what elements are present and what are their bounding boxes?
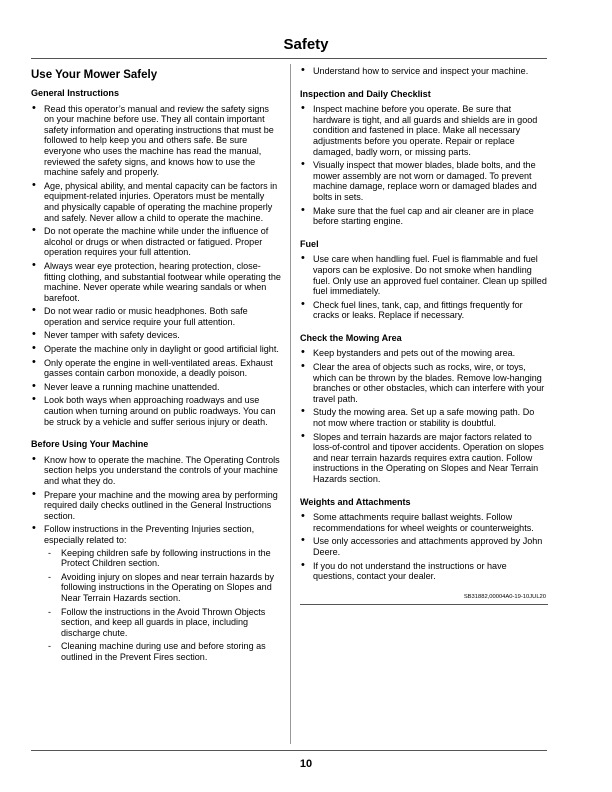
list-item: • Slopes and terrain hazards are major factors related to loss-of-control and tipover accidents. Operation on slopes and near terrain hazards requires extra caution. Follow instructions in the Operating on Slopes and Near Terrain Hazards section.	[300, 432, 548, 485]
before-using-heading: Before Using Your Machine	[31, 439, 149, 450]
mowing-area-list	[300, 348, 548, 484]
sub-list-item: - Avoiding injury on slopes and near terrain hazards by following instructions in the Operating on Slopes and Near Terrain Hazards section.	[44, 572, 281, 604]
list-item: • Do not wear radio or music headphones. Both safe operation and service require your full attention.	[31, 306, 281, 327]
list-item: • Use only accessories and attachments approved by John Deere.	[300, 536, 548, 557]
fuel-heading: Fuel	[300, 238, 319, 249]
list-item: • Some attachments require ballast weights. Follow recommendations for wheel weights or counterweights.	[300, 512, 548, 533]
list-item: • Use care when handling fuel. Fuel is flammable and fuel vapors can be explosive. Do not smoke when handling fuel. Only use an approved fuel container. Clean up spilled fuel immediately.	[300, 254, 548, 296]
list-item: • Do not operate the machine while under the influence of alcohol or drugs or when distracted or fatigued. Proper operation requires your full attention.	[31, 226, 281, 258]
fuel-list	[300, 254, 548, 321]
list-item: • Visually inspect that mower blades, blade bolts, and the mower assembly are not worn or damaged. To prevent machine damage, replace worn or damaged blades and bolts in sets.	[300, 160, 548, 202]
list-item-with-subitems	[31, 524, 281, 662]
sub-list-item: - Keeping children safe by following instructions in the Protect Children section.	[44, 548, 281, 569]
sub-list-item: - Cleaning machine during use and before storing as outlined in the Prevent Fires section.	[44, 641, 281, 662]
column-divider	[290, 64, 291, 744]
list-item: • Know how to operate the machine. The Operating Controls section helps you understand the controls of your machine and what they do.	[31, 455, 281, 487]
sub-list	[44, 548, 281, 663]
list-item: • Prepare your machine and the mowing area by performing required daily checks outlined in the General Instructions section.	[31, 490, 281, 522]
list-item: • Keep bystanders and pets out of the mowing area.	[300, 348, 548, 359]
sub-list-item: - Follow the instructions in the Avoid Thrown Objects section, and keep all guards in place, including discharge chute.	[44, 607, 281, 639]
list-item: • Understand how to service and inspect your machine.	[300, 66, 548, 77]
list-item: • Operate the machine only in daylight or good artificial light.	[31, 344, 281, 355]
list-item: • Never tamper with safety devices.	[31, 330, 281, 341]
list-item: • Inspect machine before you operate. Be sure that hardware is tight, and all guards and shields are in good condition and fastened in place. Make all necessary adjustments before you operate. Repair or replace damaged, badly worn, or missing parts.	[300, 104, 548, 157]
weights-heading: Weights and Attachments	[300, 496, 411, 507]
mowing-area-heading: Check the Mowing Area	[300, 332, 402, 343]
list-item: • Look both ways when approaching roadways and use caution when turning around on public roadways. You can be struck by a vehicle and suffer serious injury or death.	[31, 395, 281, 427]
section-title: Use Your Mower Safely	[31, 69, 158, 81]
list-item: • Clear the area of objects such as rocks, wire, or toys, which can be thrown by the blades. Remove low-hanging branches or other obstacles, which can interfere with your travel path.	[300, 362, 548, 404]
footer-divider	[31, 750, 547, 751]
left-column	[31, 66, 281, 666]
inspection-heading: Inspection and Daily Checklist	[300, 88, 431, 99]
list-item: • If you do not understand the instructions or have questions, contact your dealer.	[300, 561, 548, 582]
document-reference-id: SB31882,00004A0-19-10JUL20	[463, 593, 546, 600]
list-item: • Only operate the engine in well-ventilated areas. Exhaust gasses contain carbon monoxide, a deadly poison.	[31, 358, 281, 379]
header-divider	[31, 58, 547, 59]
list-item: • Study the mowing area. Set up a safe mowing path. Do not mow where traction or stability is doubtful.	[300, 407, 548, 428]
general-instructions-list	[31, 104, 281, 428]
list-item: • Make sure that the fuel cap and air cleaner are in place before starting engine.	[300, 206, 548, 227]
right-column	[300, 66, 548, 605]
list-item: • Read this operator’s manual and review the safety signs on your machine before use. They all contain important safety information and operating instructions that must be followed to help keep you and others safe. Be sure everyone who uses the machine has read the manual, reviewed the safety signs, and knows how to use the machine safely and properly.	[31, 104, 281, 178]
reference-divider	[300, 604, 548, 605]
list-item-text: Follow instructions in the Preventing Injuries section, especially related to:	[44, 524, 255, 545]
list-item: • Check fuel lines, tank, cap, and fittings frequently for cracks or leaks. Replace if necessary.	[300, 300, 548, 321]
page-title: Safety	[283, 36, 329, 53]
before-using-list	[31, 455, 281, 663]
continued-list	[300, 66, 548, 77]
general-instructions-heading: General Instructions	[31, 88, 119, 98]
list-item: • Always wear eye protection, hearing protection, close-fitting clothing, and substantial footwear while operating the machine. Never operate while wearing sandals or when barefoot.	[31, 261, 281, 303]
inspection-list	[300, 104, 548, 227]
list-item: • Never leave a running machine unattended.	[31, 382, 281, 393]
list-item: • Age, physical ability, and mental capacity can be factors in equipment-related injuries. Operators must be mentally and physically capable of operating the machine properly and safely. Never allow a child to operate the machine.	[31, 181, 281, 223]
weights-list	[300, 512, 548, 582]
page-number: 10	[299, 758, 313, 770]
